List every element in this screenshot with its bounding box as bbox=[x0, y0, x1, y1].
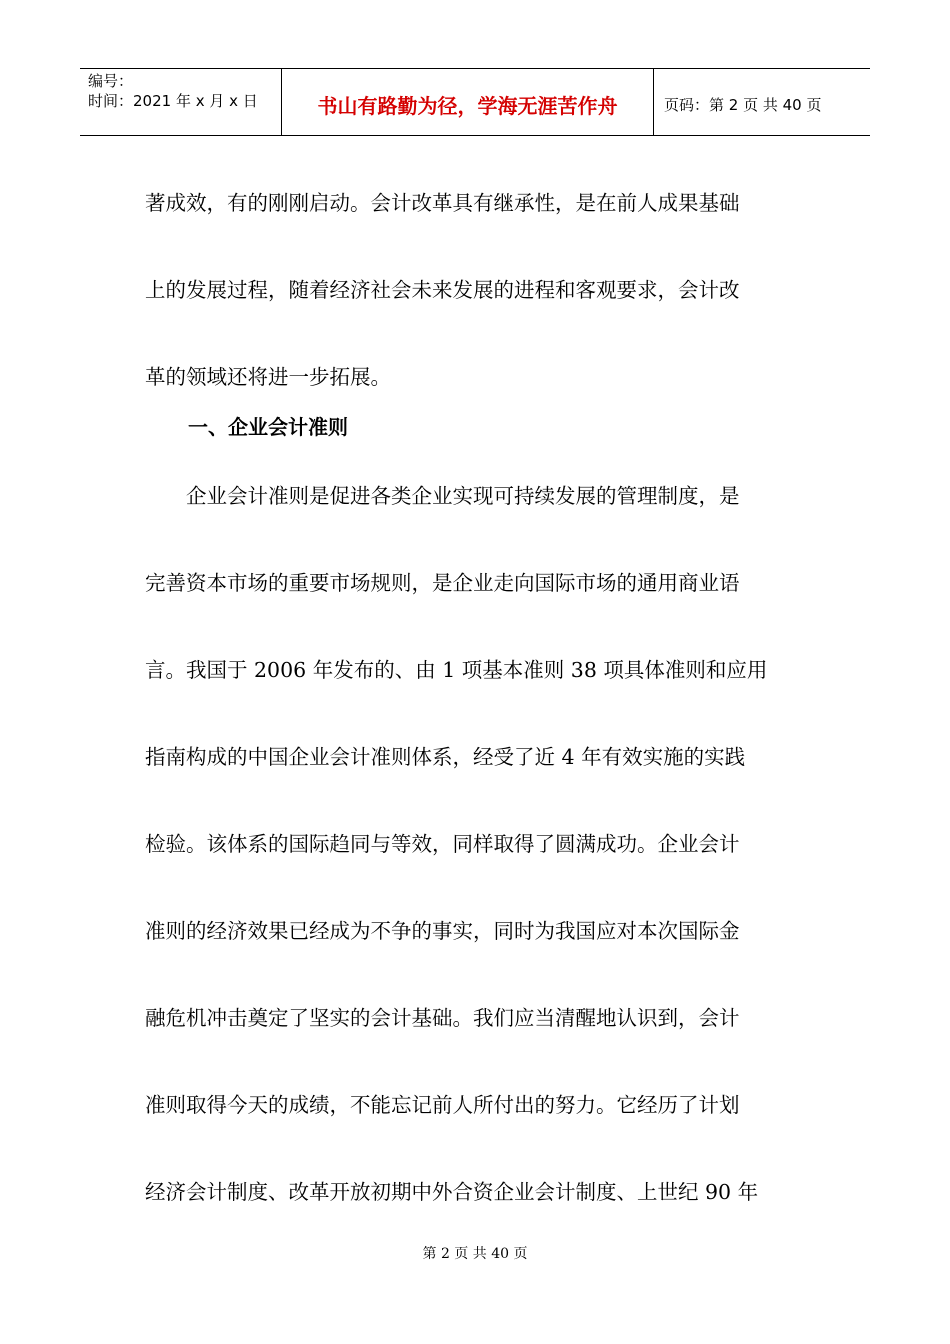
header-meta-cell bbox=[80, 69, 282, 135]
header-number-label: 编号： bbox=[88, 72, 134, 90]
body-line: 融危机冲击奠定了坚实的会计基础。我们应当清醒地认识到，会计 bbox=[145, 1006, 740, 1030]
body-line: 企业会计准则是促进各类企业实现可持续发展的管理制度，是 bbox=[145, 484, 740, 508]
header-page-info: 页码：第 2 页 共 40 页 bbox=[664, 95, 822, 114]
header-time-label: 时间：2021 年 x 月 x 日 bbox=[88, 92, 258, 110]
section-heading: 一、企业会计准则 bbox=[188, 415, 348, 439]
paragraph-continuation bbox=[145, 160, 740, 421]
body-line: 革的领域还将进一步拓展。 bbox=[145, 365, 391, 389]
page-header bbox=[80, 68, 870, 136]
body-line: 指南构成的中国企业会计准则体系，经受了近 4 年有效实施的实践 bbox=[145, 745, 746, 769]
header-motto: 书山有路勤为径，学海无涯苦作舟 bbox=[282, 69, 654, 135]
page-footer: 第 2 页 共 40 页 bbox=[422, 1246, 528, 1262]
body-line: 经济会计制度、改革开放初期中外合资企业会计制度、上世纪 90 年 bbox=[145, 1180, 759, 1204]
body-line: 检验。该体系的国际趋同与等效，同样取得了圆满成功。企业会计 bbox=[145, 832, 740, 856]
body-line: 著成效，有的刚刚启动。会计改革具有继承性，是在前人成果基础 bbox=[145, 191, 740, 215]
body-line: 准则取得今天的成绩，不能忘记前人所付出的努力。它经历了计划 bbox=[145, 1093, 740, 1117]
paragraph-accounting-standards bbox=[145, 453, 767, 1236]
body-line: 上的发展过程，随着经济社会未来发展的进程和客观要求，会计改 bbox=[145, 278, 740, 302]
body-line: 完善资本市场的重要市场规则，是企业走向国际市场的通用商业语 bbox=[145, 571, 740, 595]
body-line: 准则的经济效果已经成为不争的事实，同时为我国应对本次国际金 bbox=[145, 919, 740, 943]
body-line: 言。我国于 2006 年发布的、由 1 项基本准则 38 项具体准则和应用 bbox=[145, 658, 768, 682]
